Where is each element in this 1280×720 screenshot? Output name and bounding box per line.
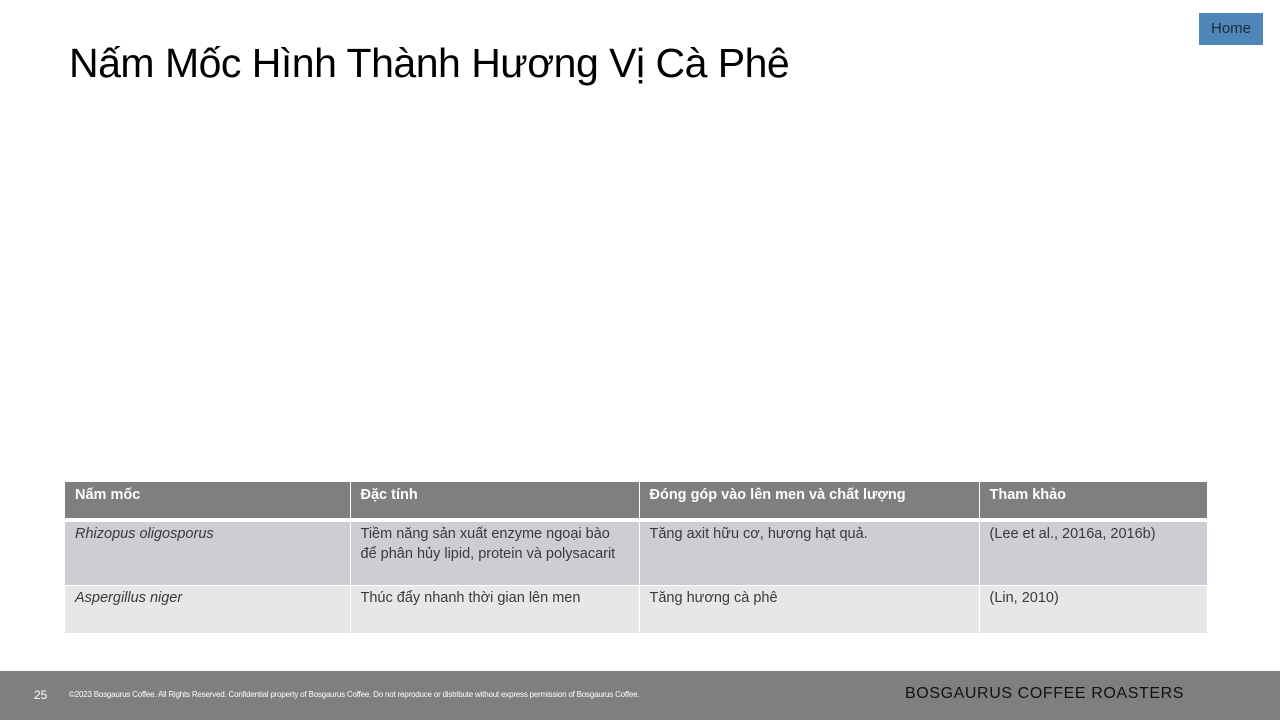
table-header-row: [65, 482, 1207, 520]
table-row: [65, 585, 1207, 633]
page-title: Nấm Mốc Hình Thành Hương Vị Cà Phê: [69, 40, 790, 86]
copyright-notice: ©2023 Bosgaurus Coffee. All Rights Reserved. Confidential property of Bosgaurus Coffee. Do not reproduce or distribute without express permission of Bosgaurus Coffee.: [69, 690, 640, 699]
cell-characteristics: Thúc đẩy nhanh thời gian lên men: [350, 585, 639, 633]
cell-characteristics: Tiềm năng sản xuất enzyme ngoại bào để phân hủy lipid, protein và polysacarit: [350, 520, 639, 585]
cell-fungus: Aspergillus niger: [65, 585, 350, 633]
page-number: 25: [34, 688, 48, 702]
column-header-reference: Tham khảo: [979, 482, 1207, 520]
home-button[interactable]: Home: [1199, 13, 1263, 45]
cell-contribution: Tăng hương cà phê: [639, 585, 979, 633]
table-row: [65, 520, 1207, 585]
cell-fungus: Rhizopus oligosporus: [65, 520, 350, 585]
cell-contribution: Tăng axit hữu cơ, hương hạt quả.: [639, 520, 979, 585]
cell-reference: (Lee et al., 2016a, 2016b): [979, 520, 1207, 585]
cell-reference: (Lin, 2010): [979, 585, 1207, 633]
column-header-contribution: Đóng góp vào lên men và chất lượng: [639, 482, 979, 520]
column-header-characteristics: Đặc tính: [350, 482, 639, 520]
brand-wordmark: BOSGAURUS COFFEE ROASTERS: [905, 685, 1185, 702]
fungi-table: [65, 482, 1207, 633]
footer-bar: [0, 671, 1280, 720]
column-header-fungus: Nấm mốc: [65, 482, 350, 520]
